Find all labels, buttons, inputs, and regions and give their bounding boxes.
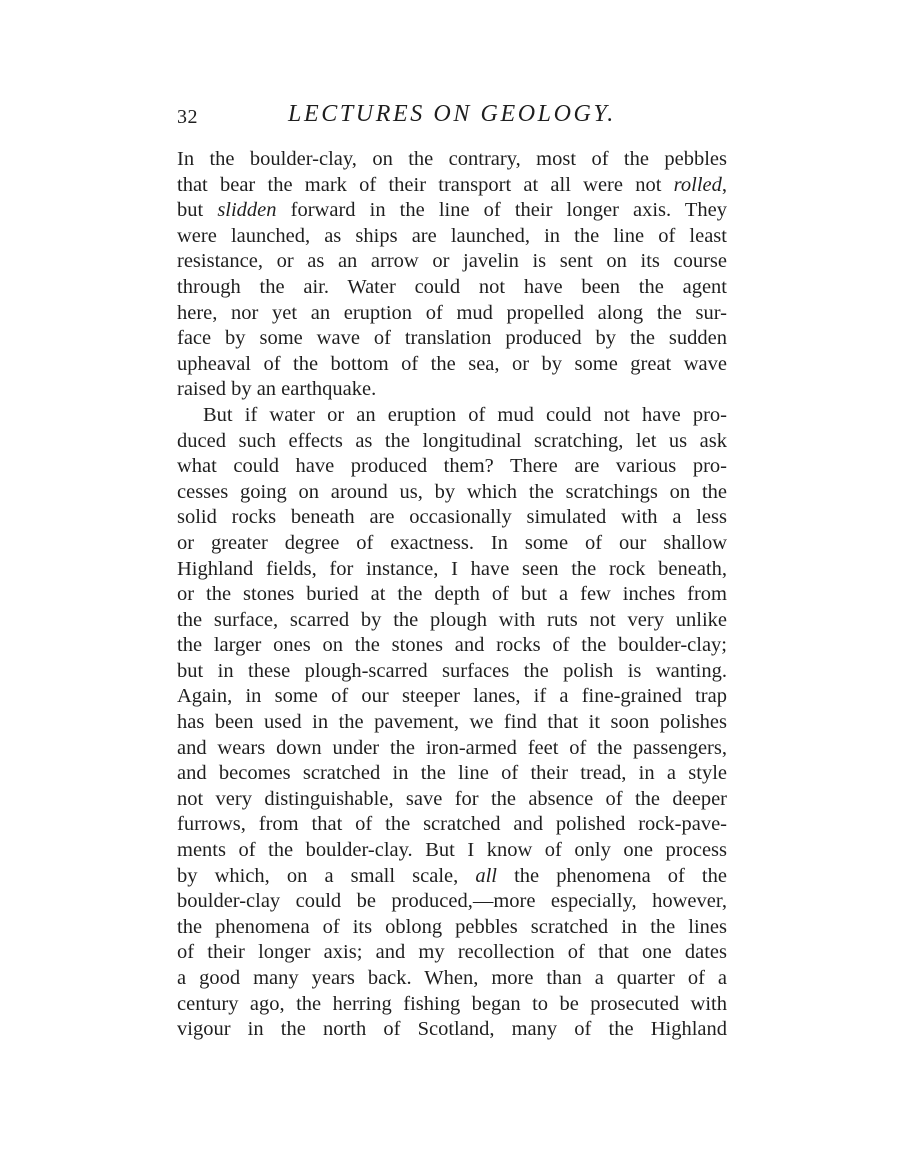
text-line [177, 787, 727, 813]
text-line [177, 301, 727, 327]
line-text: but [177, 199, 218, 222]
text-line [177, 633, 727, 659]
text-line [177, 454, 727, 480]
line-text: that bear the mark of their transport at all were not [177, 173, 674, 196]
text-line [177, 684, 727, 710]
line-text: duced such effects as the longitudinal scratching, let us ask [177, 429, 727, 452]
line-text: and becomes scratched in the line of their tread, in a style [177, 762, 727, 785]
text-line [177, 710, 727, 736]
italic-word: rolled [673, 173, 722, 196]
line-text: and wears down under the iron-armed feet of the passengers, [177, 736, 727, 759]
text-line [177, 864, 727, 890]
line-text: here, nor yet an eruption of mud propelled along the sur- [177, 301, 727, 324]
text-line [177, 224, 727, 250]
text-line [177, 608, 727, 634]
text-line [177, 812, 727, 838]
line-text: or the stones buried at the depth of but a few inches from [177, 583, 727, 606]
text-line [177, 761, 727, 787]
line-text: vigour in the north of Scotland, many of the Highland [177, 1018, 727, 1041]
text-line [177, 531, 727, 557]
line-text: But if water or an eruption of mud could not have pro- [203, 403, 727, 426]
line-text: ments of the boulder-clay. But I know of only one process [177, 839, 727, 862]
line-text: but in these plough-scarred surfaces the polish is wanting. [177, 659, 727, 682]
text-line [177, 940, 727, 966]
line-text: raised by an earthquake. [177, 378, 377, 401]
line-text: face by some wave of translation produced by the sudden [177, 327, 727, 350]
line-text: upheaval of the bottom of the sea, or by some great wave [177, 352, 727, 375]
text-line [177, 889, 727, 915]
line-text: through the air. Water could not have been the agent [177, 275, 727, 298]
text-line [177, 275, 727, 301]
line-text: or greater degree of exactness. In some of our shallow [177, 531, 727, 554]
line-text: not very distinguishable, save for the absence of the deeper [177, 787, 727, 810]
line-text: resistance, or as an arrow or javelin is sent on its course [177, 250, 727, 273]
text-line [177, 659, 727, 685]
text-line [177, 249, 727, 275]
text-line [177, 736, 727, 762]
line-text: of their longer axis; and my recollection of that one dates [177, 941, 727, 964]
line-text: cesses going on around us, by which the scratchings on the [177, 480, 727, 503]
text-line [177, 352, 727, 378]
line-text: boulder-clay could be produced,—more especially, however, [177, 890, 727, 913]
text-line [177, 505, 727, 531]
line-text: a good many years back. When, more than a quarter of a [177, 967, 727, 989]
text-line [177, 326, 727, 352]
page-number: 32 [177, 106, 198, 128]
line-text: century ago, the herring fishing began to be prosecuted with [177, 992, 727, 1015]
text-line [177, 429, 727, 455]
line-text-after: , [721, 173, 727, 196]
line-text: has been used in the pavement, we find that it soon polishes [177, 711, 727, 734]
text-line [177, 582, 727, 608]
line-text: Again, in some of our steeper lanes, if a fine-grained trap [177, 685, 727, 708]
text-line [177, 992, 727, 1018]
line-text-after: forward in the line of their longer axis. They [276, 199, 727, 222]
text-line [177, 480, 727, 506]
line-text-after: the phenomena of the [496, 864, 727, 887]
line-text: Highland fields, for instance, I have seen the rock beneath, [177, 557, 727, 580]
line-text: the surface, scarred by the plough with ruts not very unlike [177, 608, 727, 631]
line-text: by which, on a small scale, [177, 864, 476, 887]
text-line [177, 557, 727, 583]
text-line [177, 915, 727, 941]
line-text: solid rocks beneath are occasionally simulated with a less [177, 506, 727, 529]
italic-word: slidden [217, 199, 277, 222]
text-line [177, 173, 727, 199]
line-text: were launched, as ships are launched, in the line of least [177, 224, 727, 247]
line-text: the larger ones on the stones and rocks of the boulder-clay; [177, 634, 727, 657]
text-line [177, 147, 727, 173]
line-text: In the boulder-clay, on the contrary, most of the pebbles [177, 148, 727, 170]
line-text: the phenomena of its oblong pebbles scratched in the lines [177, 915, 727, 938]
text-line [177, 403, 727, 429]
text-line [177, 1017, 727, 1043]
line-text: furrows, from that of the scratched and polished rock-pave- [177, 813, 727, 836]
text-line [177, 198, 727, 224]
text-line [177, 377, 727, 403]
body-text [177, 147, 727, 1043]
text-line [177, 966, 727, 992]
line-text: what could have produced them? There are various pro- [177, 455, 727, 478]
text-line [177, 838, 727, 864]
running-head: LECTURES ON GEOLOGY. [288, 101, 616, 127]
italic-word: all [475, 864, 497, 887]
